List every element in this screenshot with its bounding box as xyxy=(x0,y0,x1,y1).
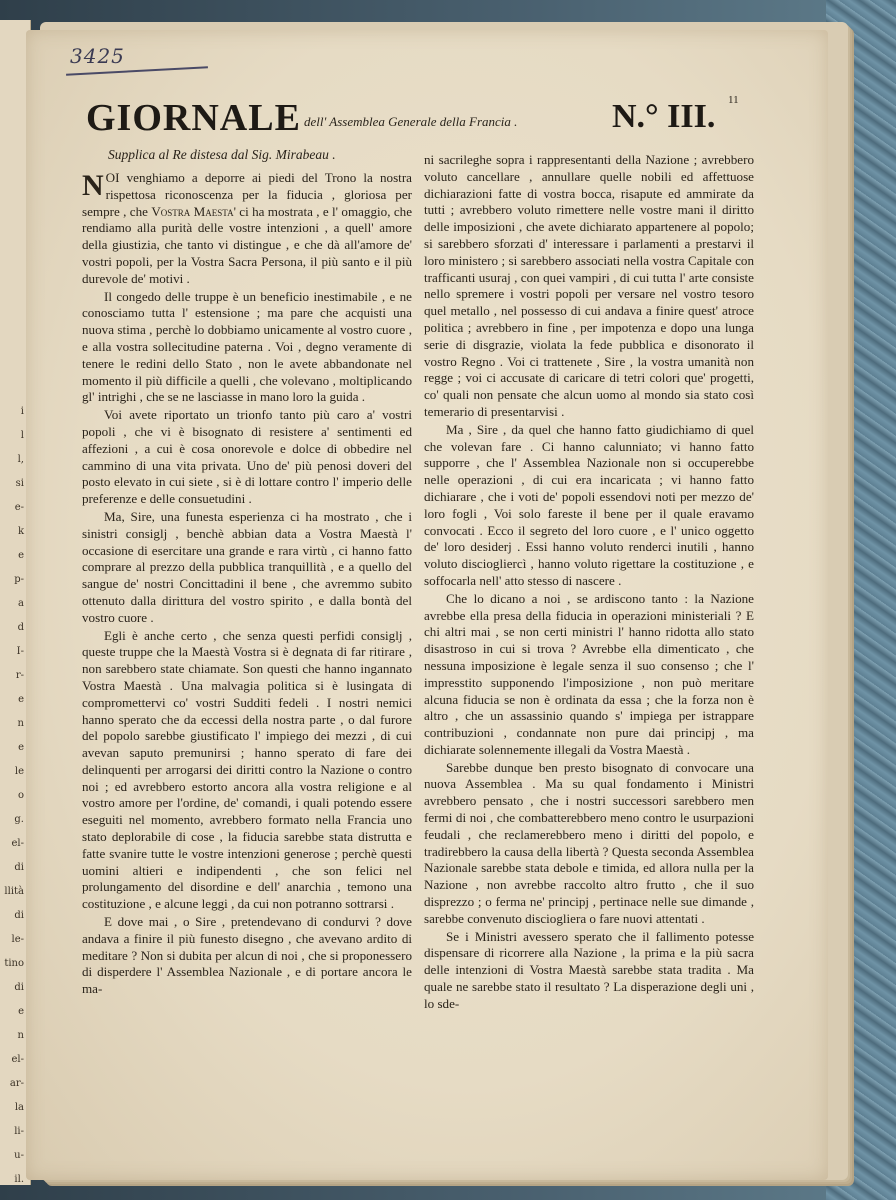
opening-text-rest: ci ha mostrata , e l' omaggio, che rendiamo alla purità delle vostre intenzioni , a quell' amore della giustizia, che tanto vi distingue , e che dà all'amore de' vostri popoli, per la Vostra Sacra Persona, il più santo e il più durevole de' motivi . xyxy=(82,203,413,286)
newspaper-title: GIORNALE xyxy=(86,97,301,139)
paragraph: ni sacrileghe sopra i rappresentanti della Nazione ; avrebbero voluto cancellare , annullare quelle nobili ed affettuose dichiarazioni fatte di vostra bocca, risapute ed ammirate da tutti ; avrebbero voluto rimettere nelle vostre mani il diritto delle imposizioni , che avete dichiarato appartenere al popolo; si sarebbero sforzati d' interessare i parlamenti a prestarvi il loro ministero ; si sarebbero associati nella vostra Capitale con trafficanti usuraj , con quei vampiri , di cui tutta l' arte consiste nello spremere i vostri popoli per versare nel vostro tesoro quel metallo , nel possesso di cui andava a finire quest' atroce politica ; avrebbero in fine , per impotenza e dopo una lunga serie di disgrazie, violata la fede pubblica e disonorato il vostro Regno . Voi ci trattenete , Sire , la vostra umanità non regge ; voi ci accusate di caricare di tetri colori que' progetti, co' quali non pensate che alcun uomo al mondo sia stato così temerario di presentarvisi . xyxy=(424,152,754,419)
facing-page-text-fragments xyxy=(0,400,26,1192)
facing-page-fragment: e xyxy=(18,742,24,753)
article-heading: Supplica al Re distesa dal Sig. Mirabeau . xyxy=(108,147,336,162)
facing-page-fragment: e xyxy=(18,550,24,561)
facing-page-fragment: i xyxy=(20,406,24,417)
facing-page-fragment: e xyxy=(18,694,24,705)
facing-page-fragment: l xyxy=(20,430,24,441)
facing-page-fragment: o xyxy=(17,790,24,801)
opening-paragraph xyxy=(82,170,412,288)
facing-page-fragment: le xyxy=(14,766,24,777)
page-number: 11 xyxy=(728,94,739,106)
newspaper-subtitle: dell' Assemblea Generale della Francia . xyxy=(304,114,518,129)
facing-page-fragment: d xyxy=(17,622,24,633)
opening-text: OI venghiamo a deporre ai piedi del Trono la nostra rispettosa riconoscenza per la fiducia , gloriosa per sempre , che xyxy=(82,170,412,219)
paragraph: Se i Ministri avessero sperato che il fallimento potesse dispensare di ricorrere alla Nazione , la prima e la più sacra delle intenzioni di Vostra Maestà sarebbe stata tradita . Ma quale ne sarebbe stato il resultato ? La disperazione degli uni , lo sde- xyxy=(424,928,754,1011)
facing-page-fragment: g. xyxy=(14,814,24,825)
facing-page-fragment: el- xyxy=(11,1054,24,1065)
facing-page-fragment: n xyxy=(17,1030,24,1041)
paragraph: Egli è anche certo , che senza questi perfidi consiglj , queste truppe che la Maestà Vostra si è degnata di far ritirare , non sarebbero state chiamate. Son questi che hanno ingannato Vostra Maestà . Una malvagia politica si è lusingata di compromettervi co' vostri Sudditi fedeli . I nostri nemici hanno sperato che da eccessi della nostra parte , o dal furore del popolo sarebbe giustificato l' impiego dei mezzi , di cui avevan saputo premunirsi ; hanno sperato di fare dei delinquenti per arrogarsi dei diritti contro la Nazione o contro noi ; ed avrebbero estorto ancora alla vostra religione e al vostro amore per l'ordine, de' comandi, i quali potendo essere eseguiti nel momento, avrebbero formato nella Francia uno stato deplorabile di cose , la fiducia sarebbe stata distrutta e fatte svanire tutte le vostre intenzioni generose ; perchè questi uomini altieri e indipendenti , che son felici nel prolungamento del disordine e dell' anarchia , temono una costituzione , e alcune leggi , da cui non potranno sottrarsi . xyxy=(82,627,412,912)
facing-page-fragment: e- xyxy=(14,502,24,513)
masthead xyxy=(86,96,766,146)
facing-page-fragment: p- xyxy=(14,574,24,585)
facing-page-fragment: di xyxy=(14,862,24,873)
facing-page-fragment: u- xyxy=(14,1150,24,1161)
facing-page-fragment: a xyxy=(18,598,24,609)
facing-page-fragment: ar- xyxy=(9,1078,24,1089)
inventory-mark: 3425 xyxy=(70,44,125,68)
facing-page-fragment: si xyxy=(15,478,24,489)
paragraph: Che lo dicano a noi , se ardiscono tanto : la Nazione avrebbe ella presa della fiducia in operazioni ministeriali ? E chi altri mai , se non certi ministri l' hanno ridotta allo stato disastroso in cui si trova ? Avrebbe ella dimenticato , che nessuna imposizione è legale senza il suo consenso ; che l' impresstito supponendo l'imposizione , non può meritare alcuna fiducia se non è ordinata da essa ; che la forza non è altro , che un assassinio quando s' impiega per istrappare contribuzioni , condannate non pure dai principj , ma dichiarate solennemente illegali da Vostra Maestà . xyxy=(424,590,754,757)
facing-page-fragment: el- xyxy=(11,838,24,849)
facing-page-fragment: li- xyxy=(14,1126,24,1137)
paragraph: Sarebbe dunque ben presto bisognato di convocare una nuova Assemblea . Ma su qual fondamento i Ministri avrebbero pensato , che i nostri successori sarebbero men fermi di noi , che combatterebbero meno contro le usurpazioni feudali , che reclamerebbero meno i diritti del popolo, e tradirebbero la causa della libertà ? Questa seconda Assemblea Nazionale sarebbe stata debole e timida, ed allora nulla per la Nazione , non avrebbe raccolto altro frutto , che il suo disprezzo ; o ferma ne' principj , pertinace nelle sue dimande , sarebbe convenuto disciogliera o fare nuovi attentati . xyxy=(424,759,754,926)
facing-page-fragment: le- xyxy=(11,934,24,945)
facing-page-fragment: di xyxy=(14,910,24,921)
paragraph: Voi avete riportato un trionfo tanto più caro a' vostri popoli , che vi è bisognato di resistere a' sentimenti ed affezioni , a cui è cosa onorevole e dolce di obbedire nel cammino di una vita privata. Uno de' più penosi doveri del posto elevato in cui siete , si è di lottare contro l' imperio delle preferenze e delle consuetudini . xyxy=(82,407,412,507)
facing-page-fragment: I- xyxy=(16,646,24,657)
facing-page-fragment: k xyxy=(17,526,24,537)
facing-page-fragment: tino xyxy=(4,958,24,969)
facing-page-fragment: n xyxy=(17,718,24,729)
facing-page-fragment: e xyxy=(18,1006,24,1017)
drop-cap: N xyxy=(82,169,104,202)
paragraph: E dove mai , o Sire , pretendevano di condurvi ? dove andava a finire il più funesto disegno , che avevano ardito di meditare ? Non si dubita per alcun di noi , che si proponessero di disperdere l' Assemblea Nazionale , e di portare ancora le ma- xyxy=(82,914,412,997)
paragraph: Ma , Sire , da quel che hanno fatto giudichiamo di quel che volevan fare . Ci hanno calunniato; vi hanno fatto supporre , che l' Assemblea Nazionale non si occuperebbe nelle operazioni , di cui era incaricata ; vi hanno fatto dichiarare , che i voti de' popoli essendovi noti per mezzo de' loro fogli , Voi solo fareste il bene per il quale eravamo convocati . Ecco il segreto del loro cuore , e l' unico oggetto de' loro desiderj . Essi hanno voluto renderci inutili , hanno voluto disciogliercì , hanno voluto rigettare la costituzione , e soffocarla nell' atto stesso di nascere . xyxy=(424,421,754,588)
facing-page-fragment: llità xyxy=(4,886,24,897)
paragraph: Ma, Sire, una funesta esperienza ci ha mostrato , che i sinistri consiglj , benchè abbian data a Vostra Maestà l' occasione di esercitare una grande e rara virtù , ci hanno fatto comprare al prezzo della pubblica tranquillità , e a quello del sangue de' nostri Concittadini il bene , che avremmo subito ottenuto dalla dirittura del vostro spirito , e dalla bontà del vostro cuore . xyxy=(82,508,412,625)
facing-page-fragment: r- xyxy=(15,670,24,681)
paragraph: Il congedo delle truppe è un beneficio inestimabile , e ne conosciamo tutta l' estensione ; ma pare che acquisti una nuova stima , perchè lo dobbiamo unicamente al vostro cuore , e alla vostra sollecitudine paterna . Voi , degno veramente di tenere le redini dello Stato , non le avete abbandonate nel momento il più difficile a quelli , che volevano , moltiplicando gl' intrighi , che se ne lasciasse in mano loro la guida . xyxy=(82,288,412,405)
issue-number: N.° III. xyxy=(612,98,716,135)
left-column xyxy=(82,146,412,998)
facing-page-fragment: il. xyxy=(14,1174,24,1185)
opening-small-caps: Vostra Maesta' xyxy=(151,203,236,219)
right-column xyxy=(424,152,754,1013)
facing-page-fragment: di xyxy=(14,982,24,993)
facing-page-fragment: l, xyxy=(17,454,24,465)
facing-page-fragment: la xyxy=(14,1102,24,1113)
